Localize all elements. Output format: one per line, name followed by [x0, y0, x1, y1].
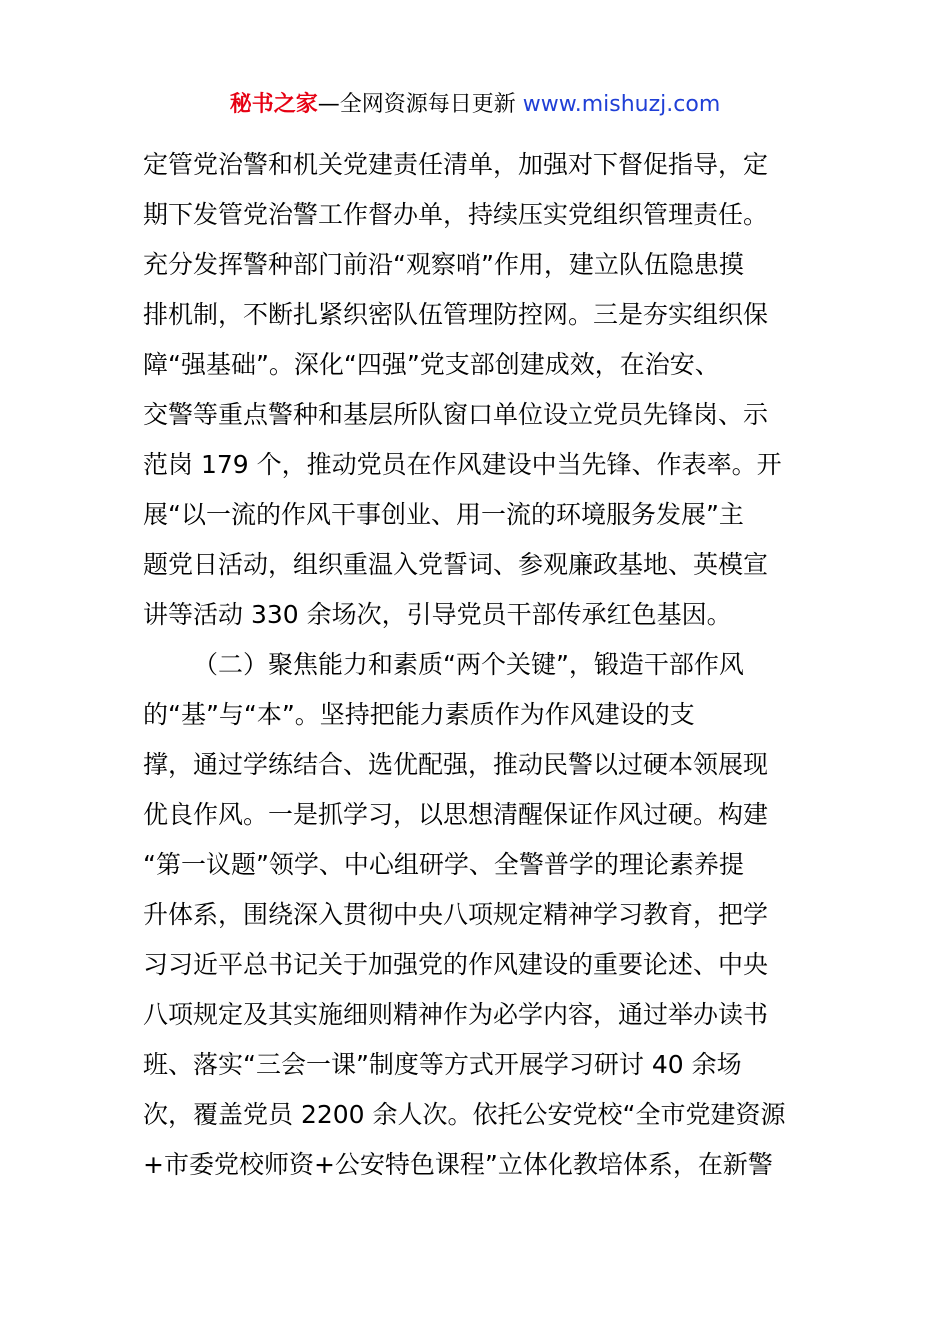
- text-line: 期下发管党治警工作督办单，持续压实党组织管理责任。: [143, 200, 769, 229]
- text-line: 讲等活动 330 余场次，引导党员干部传承红色基因。: [143, 600, 732, 629]
- text-line: 八项规定及其实施细则精神作为必学内容，通过举办读书: [143, 1000, 769, 1029]
- text-line: 优良作风。一是抓学习，以思想清醒保证作风过硬。构建: [143, 800, 769, 829]
- text-line: 充分发挥警种部门前沿“观察哨”作用，建立队伍隐患摸: [143, 250, 744, 279]
- text-line: 题党日活动，组织重温入党誓词、参观廉政基地、英模宣: [143, 550, 769, 579]
- text-line: 障“强基础”。深化“四强”党支部创建成效，在治安、: [143, 350, 720, 379]
- text-line: 撑，通过学练结合、选优配强，推动民警以过硬本领展现: [143, 750, 769, 779]
- page-header: [0, 90, 950, 120]
- section-heading-line: （二）聚焦能力和素质“两个关键”，锻造干部作风: [193, 650, 744, 679]
- site-brand: 秘书之家: [229, 92, 318, 117]
- text-line: 升体系，围绕深入贯彻中央八项规定精神学习教育，把学: [143, 900, 769, 929]
- text-line: 班、落实“三会一课”制度等方式开展学习研讨 40 余场: [143, 1050, 742, 1079]
- body-text: [143, 140, 808, 1190]
- text-line: 的“基”与“本”。坚持把能力素质作为作风建设的支: [143, 700, 695, 729]
- text-line: 习习近平总书记关于加强党的作风建设的重要论述、中央: [143, 950, 769, 979]
- text-line: 交警等重点警种和基层所队窗口单位设立党员先锋岗、示: [143, 400, 769, 429]
- text-line: 排机制，不断扎紧织密队伍管理防控网。三是夯实组织保: [143, 300, 769, 329]
- text-line: 展“以一流的作风干事创业、用一流的环境服务发展”主: [143, 500, 744, 529]
- text-line: 次，覆盖党员 2200 余人次。依托公安党校“全市党建资源: [143, 1100, 786, 1129]
- text-line: +市委党校师资+公安特色课程”立体化教培体系，在新警: [143, 1150, 773, 1179]
- text-line: 范岗 179 个，推动党员在作风建设中当先锋、作表率。开: [143, 450, 782, 479]
- site-url-link[interactable]: www.mishuzj.com: [522, 92, 721, 117]
- site-tagline: —全网资源每日更新: [317, 92, 516, 117]
- text-line: 定管党治警和机关党建责任清单，加强对下督促指导，定: [143, 150, 769, 179]
- text-line: “第一议题”领学、中心组研学、全警普学的理论素养提: [143, 850, 744, 879]
